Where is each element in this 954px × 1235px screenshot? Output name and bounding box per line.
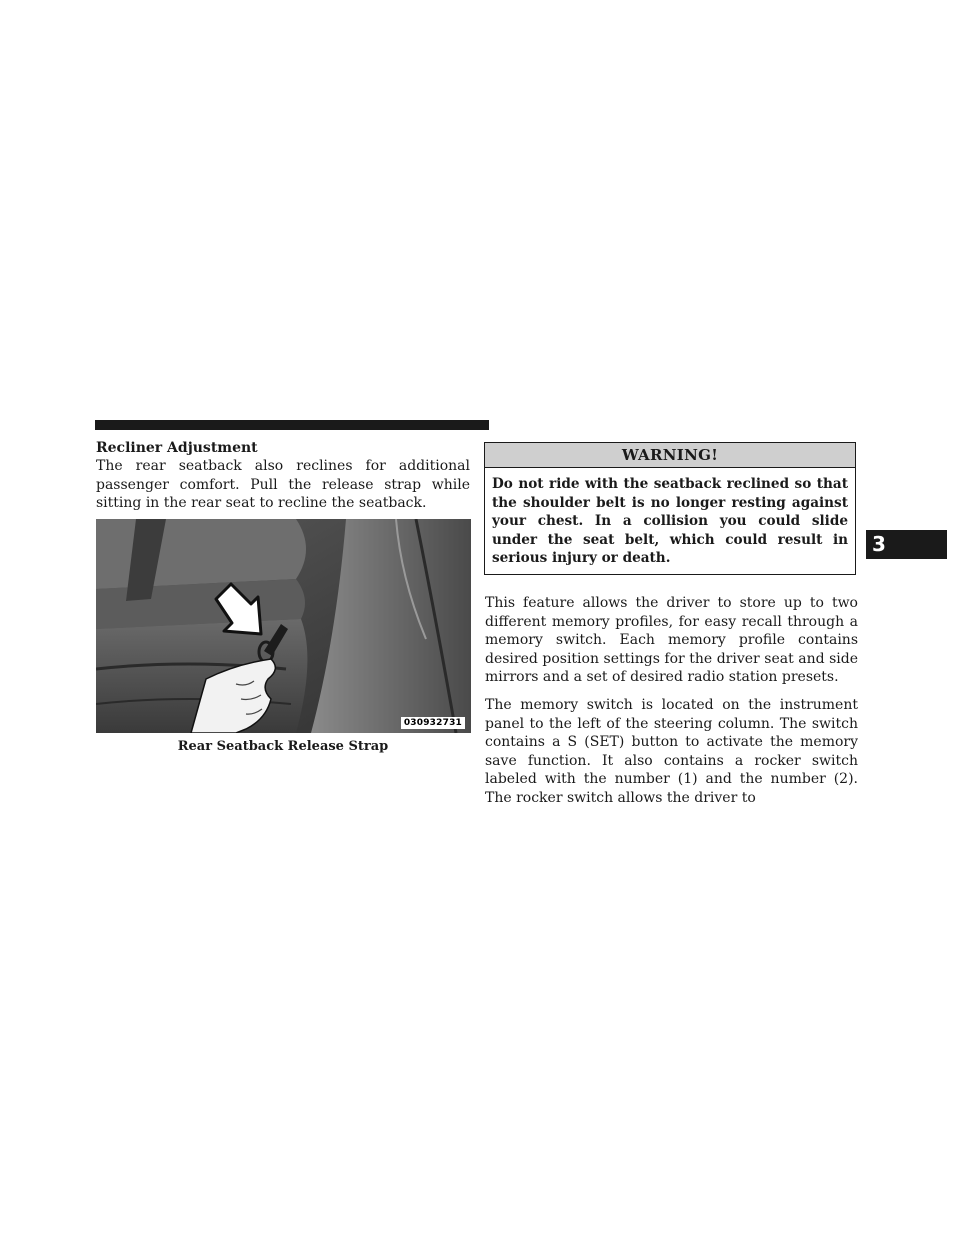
section-rule-bar	[95, 420, 489, 430]
figure-caption: Rear Seatback Release Strap	[177, 739, 389, 754]
section-heading: Recliner Adjustment	[96, 440, 258, 456]
chapter-number: 3	[872, 532, 886, 556]
seatback-release-strap-illustration	[96, 519, 471, 733]
right-column	[485, 594, 858, 817]
memory-feature-paragraph: This feature allows the driver to store up to two different memory profiles, for easy recall through a memory switch. Each memory profile contains desired position settings for the driver seat and side mirrors and a set of desired radio station presets.	[485, 595, 858, 686]
figure-id-label: 030932731	[401, 717, 465, 729]
warning-text: Do not ride with the seatback reclined so that the shoulder belt is no longer resting against your chest. In a collision you could slide under the seat belt, which could result in serious injury or death.	[492, 476, 848, 567]
seat-illustration-graphic	[96, 519, 471, 733]
warning-title: WARNING!	[485, 443, 855, 468]
warning-box	[484, 442, 856, 575]
left-column	[96, 439, 470, 513]
chapter-tab	[866, 530, 947, 559]
body-paragraph: The rear seatback also reclines for additional passenger comfort. Pull the release strap while sitting in the rear seat to recline the seatback.	[96, 458, 470, 512]
memory-switch-paragraph: The memory switch is located on the instrument panel to the left of the steering column. The switch contains a S (SET) button to activate the memory save function. It also contains a rocker switch labeled with the number (1) and the number (2). The rocker switch allows the driver to	[485, 696, 858, 806]
